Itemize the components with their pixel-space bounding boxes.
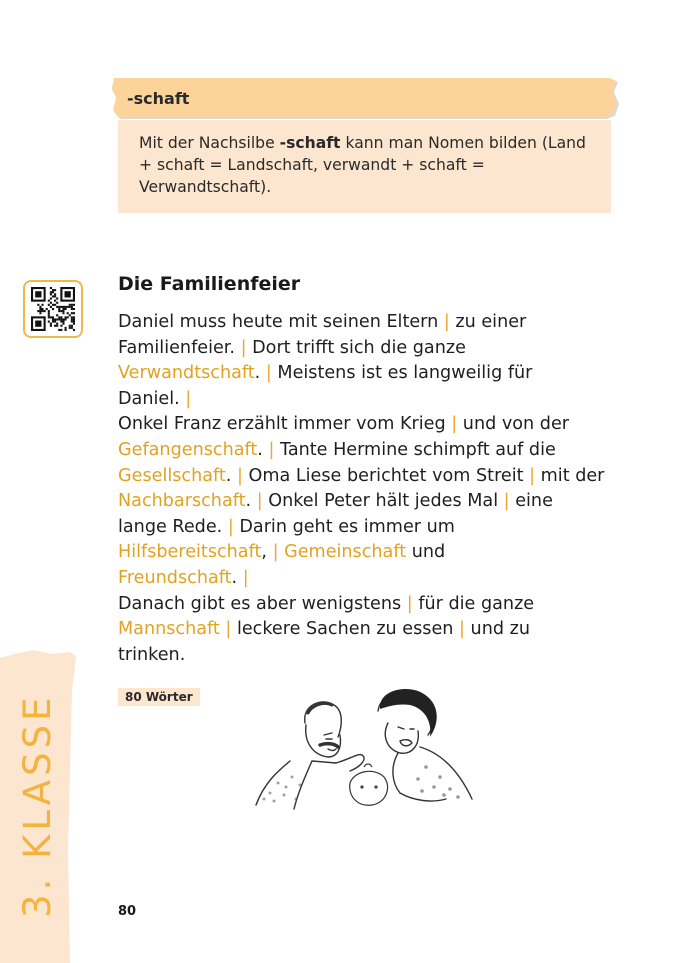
story-text-segment: und (406, 542, 446, 563)
keyword: Hilfsbereitschaft (118, 542, 262, 563)
story-text-segment: Oma Liese berichtet vom Streit (242, 465, 530, 486)
rule-title: -schaft (127, 89, 190, 108)
word-count-badge: 80 Wörter (118, 688, 200, 706)
story-line (118, 361, 603, 387)
rule-text-bold: -schaft (279, 134, 341, 152)
story-text-segment: Familienfeier. (118, 337, 241, 358)
story-line (118, 412, 603, 438)
story-title: Die Familienfeier (118, 273, 301, 295)
pause-marker: | (227, 516, 234, 537)
story-text (118, 310, 603, 668)
story-line (118, 336, 603, 362)
story-line (118, 438, 603, 464)
story-text-segment: Tante Hermine schimpft auf die (274, 439, 556, 460)
story-text-segment: und von der (457, 414, 570, 435)
story-text-segment: und zu (464, 619, 531, 640)
keyword: Gefangenschaft (118, 439, 258, 460)
story-text-segment: Meistens ist es langweilig für (271, 363, 533, 384)
story-line (118, 464, 603, 490)
story-text-segment: Onkel Franz erzählt immer vom Krieg (118, 414, 452, 435)
pause-marker: | (459, 619, 465, 640)
grade-label: 3. KLASSE (16, 693, 59, 918)
story-text-segment: , (261, 542, 273, 563)
pause-marker: | (529, 465, 536, 486)
keyword: Freundschaft (118, 567, 232, 588)
story-text-segment: mit der (535, 465, 605, 486)
pause-marker: | (242, 567, 249, 588)
story-text-segment: für die ganze (412, 593, 535, 614)
qr-code-graphic (31, 287, 75, 331)
pause-marker: | (185, 388, 192, 409)
story-text-segment: Dort trifft sich die ganze (246, 337, 466, 358)
rule-text (139, 132, 599, 198)
pause-marker: | (225, 619, 232, 640)
qr-code-icon[interactable] (23, 280, 83, 338)
story-text-segment: leckere Sachen zu essen (231, 619, 460, 640)
rule-text-before: Mit der Nachsilbe (139, 134, 280, 152)
story-text-segment: . (254, 363, 266, 384)
story-line (118, 540, 603, 566)
story-text-segment: eine (509, 491, 553, 512)
pause-marker: | (272, 542, 279, 563)
keyword: Mannschaft (118, 619, 220, 640)
story-text-segment: trinken. (118, 644, 186, 665)
page-number: 80 (118, 904, 137, 919)
story-line (118, 489, 603, 515)
pause-marker: | (240, 337, 247, 358)
story-line (118, 643, 603, 669)
story-text-segment: Onkel Peter hält jedes Mal (262, 491, 504, 512)
story-text-segment: . (225, 465, 237, 486)
rule-text-after: kann man Nomen bilden (Land + schaft = Landschaft, verwandt + schaft = Verwandtschaft). (139, 134, 586, 196)
keyword: Verwandtschaft (118, 363, 255, 384)
story-line (118, 617, 603, 643)
pause-marker: | (503, 491, 510, 512)
story-text-segment: Darin geht es immer um (233, 516, 455, 537)
pause-marker: | (236, 465, 243, 486)
story-text-segment: zu einer (449, 312, 527, 332)
keyword: Gesellschaft (118, 465, 226, 486)
story-line (118, 592, 603, 618)
keyword: Nachbarschaft (118, 491, 246, 512)
pause-marker: | (443, 312, 450, 332)
story-text-segment: Daniel. (118, 388, 186, 409)
pause-marker: | (256, 491, 263, 512)
story-text-segment: . (245, 491, 257, 512)
pause-marker: | (265, 363, 272, 384)
keyword: Gemeinschaft (284, 542, 407, 563)
pause-marker: | (451, 414, 458, 435)
story-text-segment: Danach gibt es aber wenigstens (118, 593, 407, 614)
arguing-couple-illustration (250, 683, 490, 813)
story-line (118, 310, 603, 336)
story-text-segment: Daniel muss heute mit seinen Eltern (118, 312, 444, 332)
story-line (118, 566, 603, 592)
story-line (118, 387, 603, 413)
story-text-segment: . (231, 567, 243, 588)
story-line (118, 515, 603, 541)
story-text-segment: . (257, 439, 269, 460)
pause-marker: | (406, 593, 413, 614)
story-text-segment: lange Rede. (118, 516, 228, 537)
pause-marker: | (268, 439, 275, 460)
